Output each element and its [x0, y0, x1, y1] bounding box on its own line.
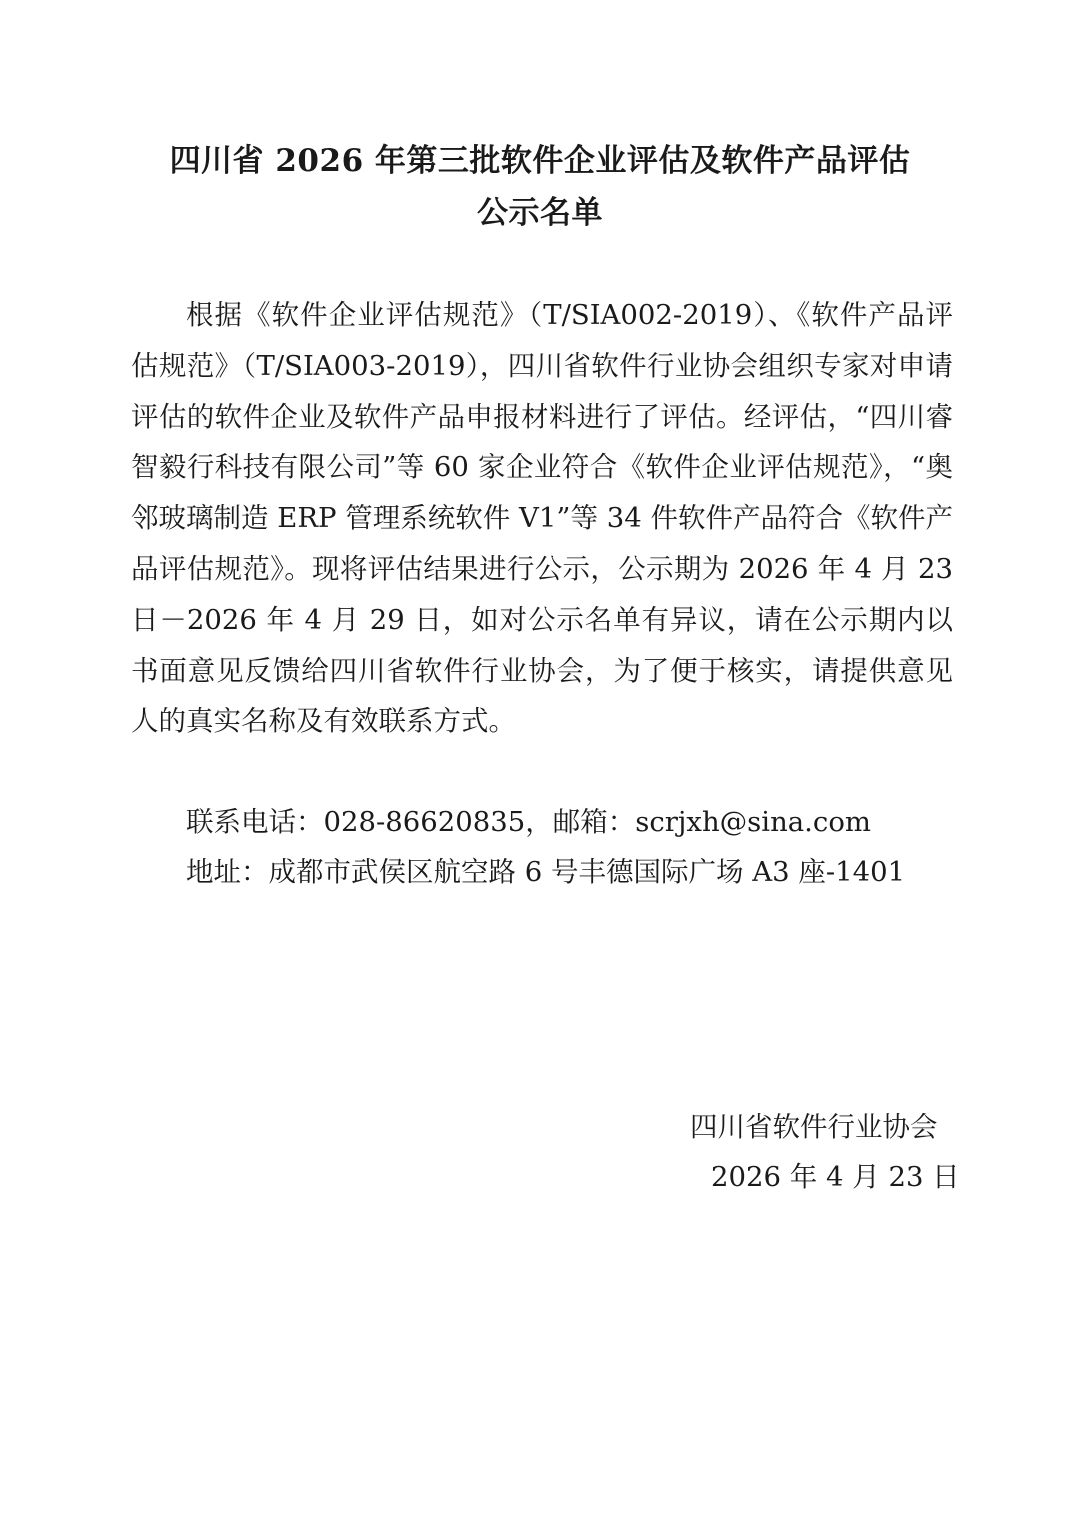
document-title-line-2: 公示名单: [477, 195, 603, 231]
signature-organization: 四川省软件行业协会: [690, 1111, 938, 1143]
contact-info: 联系电话：028-86620835，邮箱：scrjxh@sina.com: [186, 806, 871, 838]
document-title-line-1: 四川省 2026 年第三批软件企业评估及软件产品评估: [169, 143, 911, 179]
address-info: 地址：成都市武侯区航空路 6 号丰德国际广场 A3 座-1401: [186, 856, 906, 888]
announcement-body: 根据《软件企业评估规范》（T/SIA002-2019）、《软件产品评估规范》（T/SIA003-2019），四川省软件行业协会组织专家对申请评估的软件企业及软件产品申报材料进行了评估。经评估，“四川睿智毅行科技有限公司”等 60 家企业符合《软件企业评估规范》，“奥邻玻璃制造 ERP 管理系统软件 V1”等 34 件软件产品符合《软件产品评估规范》。现将评估结果进行公示，公示期为 2026 年 4 月 23 日－2026 年 4 月 29 日，如对公示名单有异议，请在公示期内以书面意见反馈给四川省软件行业协会，为了便于核实，请提供意见人的真实名称及有效联系方式。: [131, 299, 953, 738]
signature-date: 2026 年 4 月 23 日: [711, 1161, 960, 1193]
